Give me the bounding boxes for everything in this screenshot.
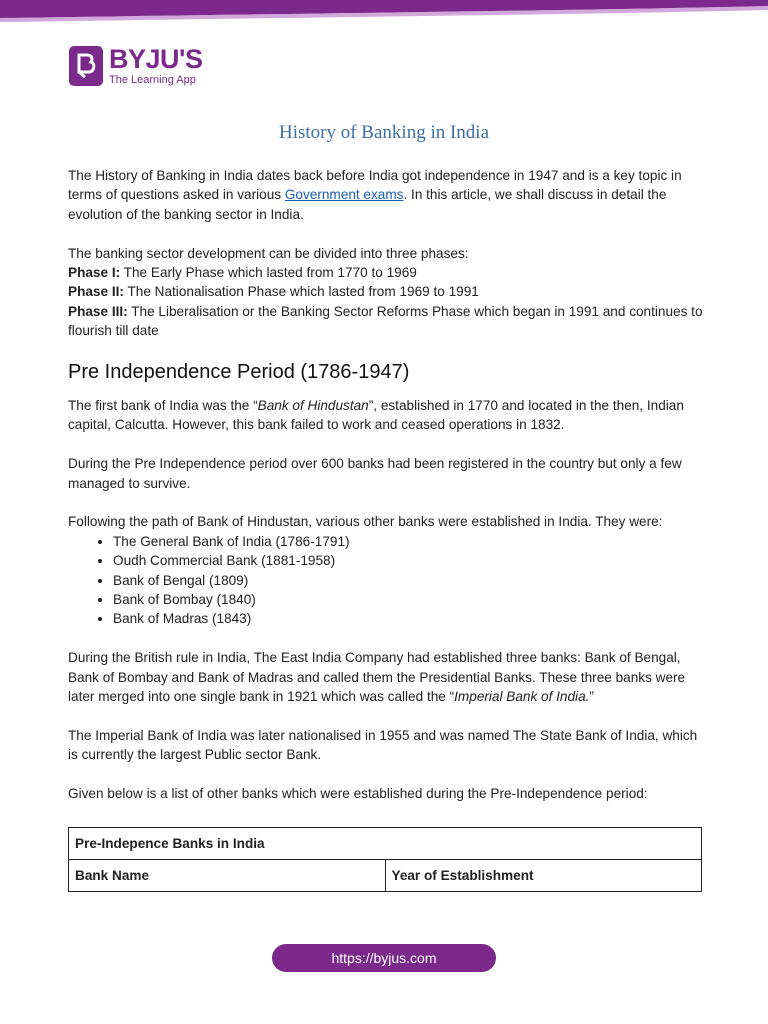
paragraph-following: Following the path of Bank of Hindustan, various other banks were established in India. They were: bbox=[68, 514, 663, 530]
footer-url-link[interactable]: https://byjus.com bbox=[272, 944, 496, 972]
phase-3-text: The Liberalisation or the Banking Sector Reforms Phase which began in 1991 and continues to flourish till date bbox=[68, 303, 703, 339]
phase-2-label: Phase II: bbox=[68, 284, 124, 300]
phase-1 bbox=[68, 263, 708, 282]
phase-2-text: The Nationalisation Phase which lasted from 1969 to 1991 bbox=[123, 284, 479, 300]
section-heading: Pre Independence Period (1786-1947) bbox=[68, 361, 410, 384]
p1-end: ”, established in 1770 and located in the then, Indian capital, Calcutta. However, this bank failed to work and ceased operations in 1832. bbox=[68, 398, 684, 433]
list-item: • Bank of Madras (1843) bbox=[113, 609, 708, 628]
phase-1-text: The Early Phase which lasted from 1770 to 1969 bbox=[120, 265, 417, 281]
phases-lead: The banking sector development can be divided into three phases: bbox=[68, 245, 469, 261]
phase-3-label: Phase III: bbox=[68, 303, 128, 319]
p4-end: ” bbox=[589, 689, 594, 705]
paragraph-600-banks: During the Pre Independence period over 600 banks had been registered in the country but only a few managed to survive. bbox=[68, 456, 682, 491]
table-row bbox=[69, 828, 702, 860]
pre-independence-banks-table bbox=[68, 827, 702, 892]
p4-italic: Imperial Bank of India. bbox=[454, 689, 590, 705]
table-row bbox=[69, 860, 702, 892]
p4-start: During the British rule in India, The East India Company had established three banks: Bank of Bengal, Bank of Bombay and Bank of Madras and called them the Presidential Banks. These three banks were later merged into one single bank in 1921 which was called the “ bbox=[68, 650, 686, 705]
logo-mark-icon bbox=[69, 46, 103, 86]
intro-text-end: . In this article, we shall discuss in detail the evolution of the banking sector in India. bbox=[68, 187, 667, 222]
paragraph-given-below: Given below is a list of other banks which were established during the Pre-Independence period: bbox=[68, 786, 648, 802]
page-title: History of Banking in India bbox=[278, 122, 490, 143]
header-wave-band bbox=[0, 0, 768, 24]
p1-italic: Bank of Hindustan bbox=[257, 398, 369, 414]
column-header-bank-name: Bank Name bbox=[69, 860, 386, 892]
list-item: • The General Bank of India (1786-1791) bbox=[113, 532, 708, 551]
paragraph-imperial-bank: The Imperial Bank of India was later nationalised in 1955 and was named The State Bank of India, which is currently the largest Public sector Bank. bbox=[68, 727, 698, 763]
list-item: • Bank of Bombay (1840) bbox=[113, 590, 708, 609]
intro-paragraph bbox=[68, 166, 708, 224]
logo-tagline: The Learning App bbox=[109, 74, 196, 86]
government-exams-link[interactable]: Government exams bbox=[284, 187, 404, 203]
p1-start: The first bank of India was the “ bbox=[68, 398, 258, 414]
logo-brand-name: BYJU'S bbox=[109, 44, 203, 74]
list-item: • Oudh Commercial Bank (1881-1958) bbox=[113, 551, 708, 570]
phase-2 bbox=[68, 282, 708, 301]
byjus-logo bbox=[69, 46, 202, 86]
bank-list bbox=[68, 532, 708, 629]
article-body bbox=[68, 166, 708, 823]
column-header-year: Year of Establishment bbox=[385, 860, 702, 892]
list-item: • Bank of Bengal (1809) bbox=[113, 571, 708, 590]
phase-1-label: Phase I: bbox=[68, 265, 121, 281]
intro-text-start: The History of Banking in India dates back before India got independence in 1947 and is a key topic in terms of questions asked in various bbox=[68, 168, 682, 203]
paragraph-first-bank bbox=[68, 396, 708, 435]
phase-3 bbox=[68, 302, 708, 341]
paragraph-british-rule bbox=[68, 648, 708, 706]
table-caption: Pre-Indepence Banks in India bbox=[69, 828, 702, 860]
